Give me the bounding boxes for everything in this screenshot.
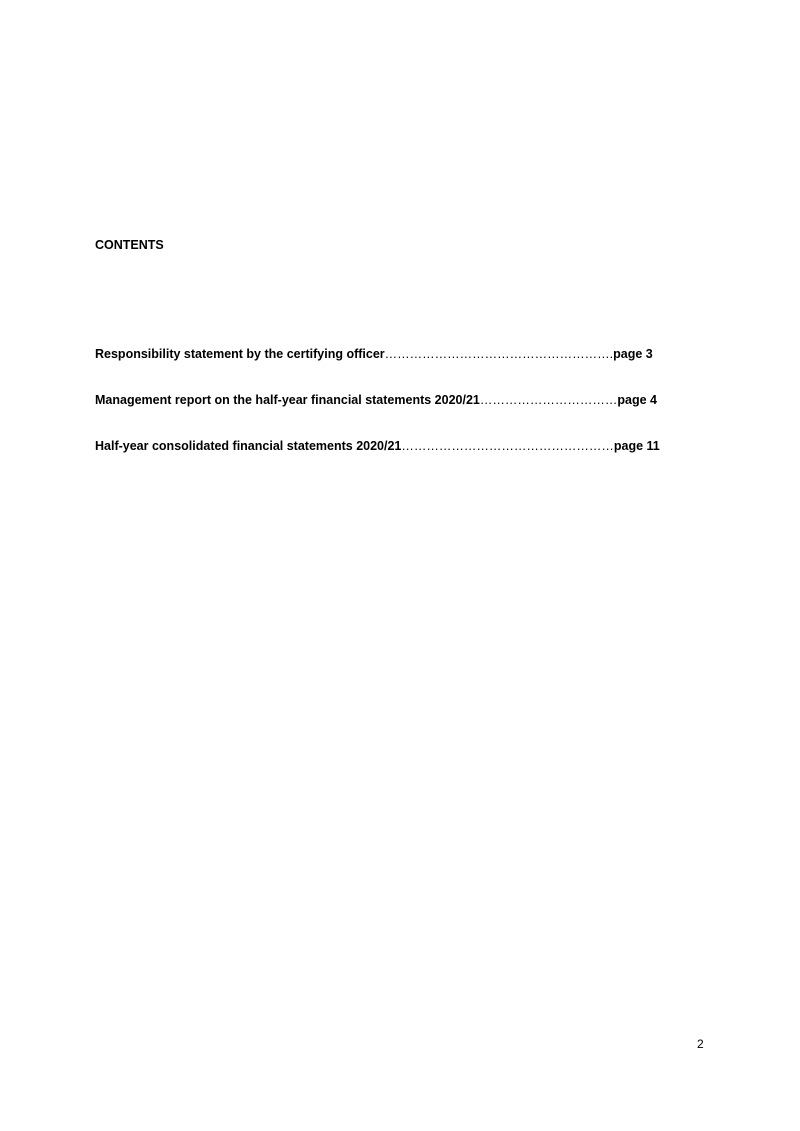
toc-entry-title: Half-year consolidated financial statements 2020/21	[95, 439, 402, 453]
toc-entry-page: page 11	[613, 439, 660, 453]
toc-entry-title: Responsibility statement by the certifying officer	[95, 347, 385, 361]
page-number: 2	[697, 1037, 704, 1051]
toc-entry-responsibility-statement	[95, 347, 653, 361]
toc-entry-leader: ……………………………………………	[401, 439, 614, 453]
contents-heading: CONTENTS	[95, 238, 164, 252]
toc-entry-leader: ……………………………	[479, 393, 618, 407]
toc-entry-title: Management report on the half-year financial statements 2020/21	[95, 393, 480, 407]
toc-entry-page: page 3	[613, 347, 653, 361]
toc-entry-management-report	[95, 393, 657, 407]
toc-entry-consolidated-statements	[95, 439, 660, 453]
toc-entry-page: page 4	[617, 393, 657, 407]
toc-entry-leader: ……………………………………………….	[384, 347, 614, 361]
